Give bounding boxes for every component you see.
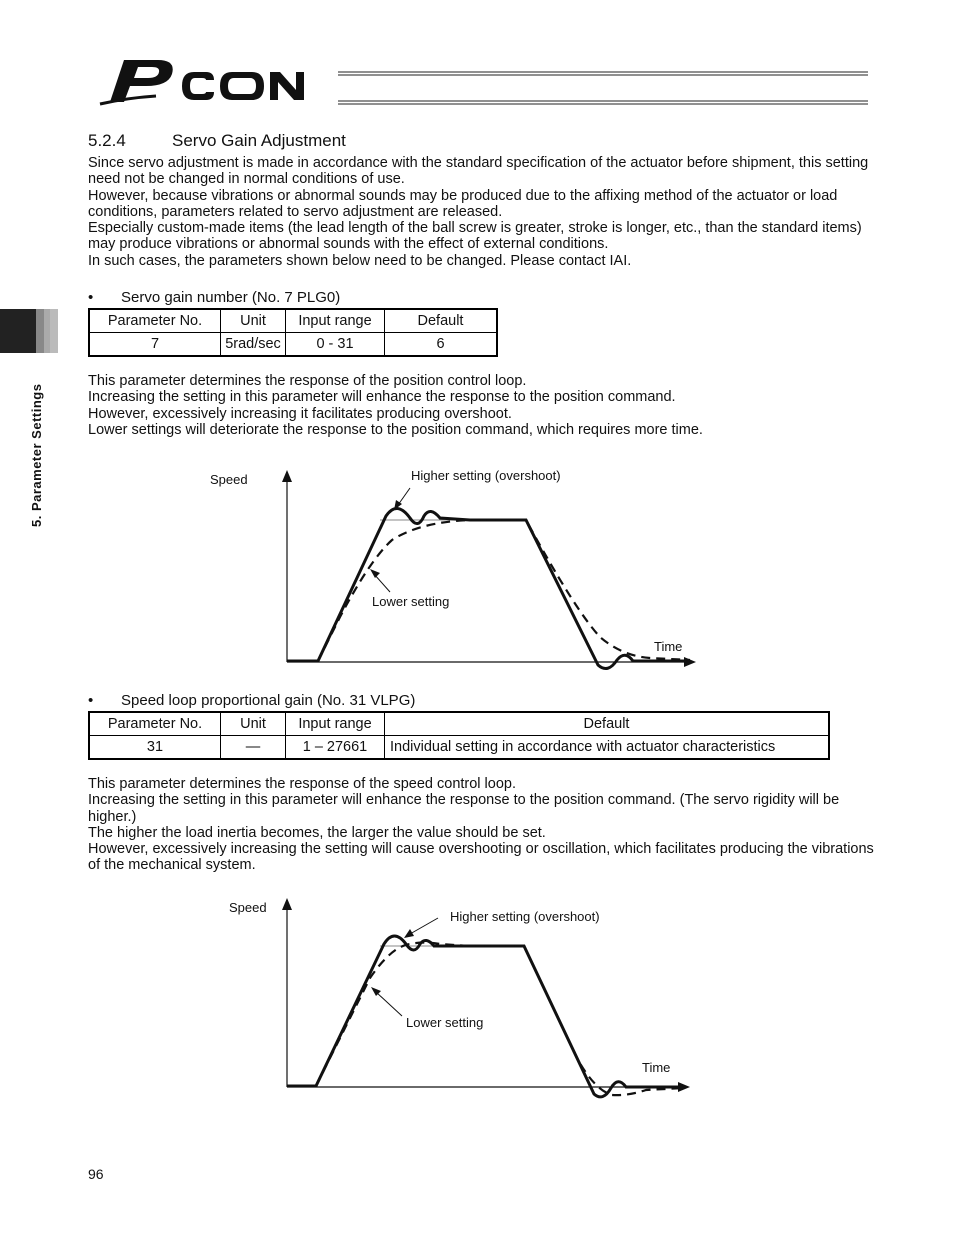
page-number: 96	[88, 1166, 104, 1182]
lower-setting-curve	[316, 943, 684, 1096]
description-line: Increasing the setting in this parameter will enhance the response to the position command. (The servo rigidity will be higher.)	[88, 792, 840, 825]
section-heading	[88, 131, 346, 151]
higher-setting-curve	[287, 508, 688, 668]
intro-text	[88, 155, 878, 269]
header-cell: Unit	[221, 712, 286, 736]
param1-description	[88, 373, 878, 438]
higher-annotation-arrowhead	[404, 929, 414, 938]
header-cell: Input range	[286, 309, 385, 333]
higher-annotation-leader	[410, 918, 438, 934]
param2-description	[88, 776, 878, 874]
section-number: 5.2.4	[88, 131, 126, 150]
cell-default: 6	[385, 333, 498, 357]
y-axis-arrow	[282, 470, 292, 482]
cell-input-range: 1 – 27661	[286, 736, 385, 760]
param2-title: Speed loop proportional gain (No. 31 VLPG)	[121, 692, 416, 709]
table-row	[89, 736, 829, 760]
intro-paragraph: In such cases, the parameters shown below need to be changed. Please contact IAI.	[88, 252, 632, 269]
lower-annotation-leader	[374, 574, 390, 592]
y-axis-arrow	[282, 898, 292, 910]
cell-unit: —	[221, 736, 286, 760]
header-cell: Parameter No.	[89, 712, 221, 736]
y-axis-label: Speed	[210, 472, 248, 487]
table-row	[89, 333, 497, 357]
table-header-row	[89, 309, 497, 333]
chapter-tab-marker	[0, 309, 58, 353]
lower-setting-label: Lower setting	[372, 594, 450, 609]
header-cell: Default	[385, 712, 830, 736]
param1-heading	[88, 289, 340, 306]
cell-input-range: 0 - 31	[286, 333, 385, 357]
pcon-logo	[96, 52, 346, 112]
bullet-mark: •	[88, 692, 94, 709]
position-loop-response-graph	[0, 460, 954, 680]
description-line: This parameter determines the response of the speed control loop.	[88, 776, 516, 792]
higher-annotation-leader	[398, 488, 410, 505]
bullet-mark: •	[88, 289, 94, 306]
higher-setting-label: Higher setting (overshoot)	[450, 909, 600, 924]
param2-table	[88, 711, 830, 760]
intro-paragraph: Especially custom-made items (the lead length of the ball screw is greater, stroke is longer, etc., than the standard items) may produce vibrations or abnormal sounds with the effect of external conditions.	[88, 220, 862, 253]
cell-unit: 5rad/sec	[221, 333, 286, 357]
header-cell: Default	[385, 309, 498, 333]
higher-setting-label: Higher setting (overshoot)	[411, 468, 561, 483]
header-cell: Input range	[286, 712, 385, 736]
chapter-label: 5. Parameter Settings	[29, 383, 44, 527]
lower-setting-label: Lower setting	[406, 1015, 484, 1030]
description-line: Increasing the setting in this parameter will enhance the response to the position command.	[88, 389, 676, 406]
param1-title: Servo gain number (No. 7 PLG0)	[121, 289, 341, 306]
header-cell: Unit	[221, 309, 286, 333]
param1-table	[88, 308, 498, 357]
lower-annotation-arrowhead	[370, 569, 380, 578]
section-title: Servo Gain Adjustment	[172, 131, 346, 150]
description-line: The higher the load inertia becomes, the larger the value should be set.	[88, 824, 546, 841]
higher-setting-curve	[287, 936, 684, 1097]
cell-param-no: 7	[89, 333, 221, 357]
x-axis-label: Time	[642, 1060, 671, 1075]
description-line: However, excessively increasing it facilitates producing overshoot.	[88, 405, 512, 422]
intro-paragraph: However, because vibrations or abnormal sounds may be produced due to the affixing method of the actuator or load conditions, parameters related to servo adjustment are released.	[88, 187, 838, 220]
speed-loop-response-graph	[0, 890, 954, 1110]
table-header-row	[89, 712, 829, 736]
header-rules	[338, 70, 870, 106]
y-axis-label: Speed	[229, 900, 267, 915]
x-axis-label: Time	[654, 639, 683, 654]
cell-param-no: 31	[89, 736, 221, 760]
description-line: Lower settings will deteriorate the response to the position command, which requires more time.	[88, 421, 703, 438]
intro-paragraph: Since servo adjustment is made in accordance with the standard specification of the actuator before shipment, this setting need not be changed in normal conditions of use.	[88, 155, 869, 188]
param2-heading	[88, 692, 415, 709]
header-cell: Parameter No.	[89, 309, 221, 333]
description-line: This parameter determines the response of the position control loop.	[88, 373, 527, 389]
description-line: However, excessively increasing the setting will cause overshooting or oscillation, which facilitates producing the vibrations of the mechanical system.	[88, 841, 874, 874]
lower-annotation-leader	[376, 992, 402, 1016]
cell-default: Individual setting in accordance with actuator characteristics	[385, 736, 830, 760]
